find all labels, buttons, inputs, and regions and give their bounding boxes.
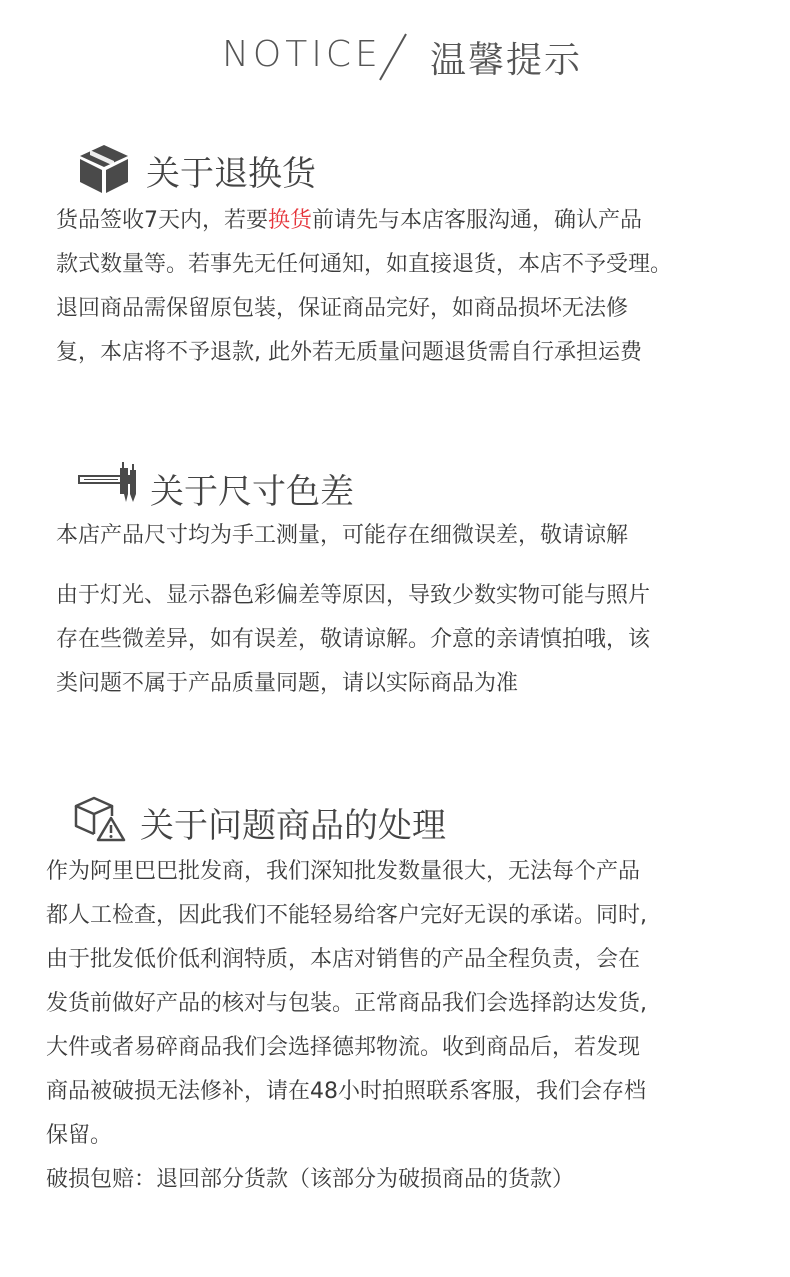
- size-line-4: 类问题不属于产品质量同题，请以实际商品为准: [56, 671, 519, 696]
- problem-paragraph: [46, 850, 647, 1202]
- problem-line-2: 都人工检查，因此我们不能轻易给客户完好无误的承诺。同时,: [46, 903, 647, 928]
- highlight-exchange: 换货: [268, 208, 313, 233]
- problem-line-5: 大件或者易碎商品我们会选择德邦物流。收到商品后，若发现: [46, 1035, 641, 1060]
- caliper-ruler-icon: [78, 462, 138, 502]
- returns-line-2: 款式数量等。若事先无任何通知，如直接退货，本店不予受理。: [56, 252, 673, 277]
- notice-title-cn: 温馨提示: [430, 40, 583, 81]
- problem-line-8: 破损包赔：退回部分货款（该部分为破损商品的货款）: [46, 1167, 575, 1192]
- package-box-icon: [78, 143, 130, 195]
- size-paragraph-1: [56, 514, 628, 558]
- section-title-problem-goods: 关于问题商品的处理: [140, 806, 446, 846]
- size-line-2: 由于灯光、显示器色彩偏差等原因，导致少数实物可能与照片: [56, 583, 651, 608]
- problem-line-1: 作为阿里巴巴批发商，我们深知批发数量很大，无法每个产品: [46, 859, 641, 884]
- returns-line-1: 货品签收7天内，若要换货前请先与本店客服沟通，确认产品: [56, 208, 643, 233]
- damaged-box-warning-icon: [74, 796, 126, 842]
- problem-line-6: 商品被破损无法修补，请在48小时拍照联系客服，我们会存档: [46, 1079, 646, 1104]
- slash-divider-icon: [378, 32, 408, 82]
- returns-line-3: 退回商品需保留原包装，保证商品完好，如商品损坏无法修: [56, 296, 629, 321]
- returns-paragraph: [56, 199, 672, 375]
- problem-line-4: 发货前做好产品的核对与包装。正常商品我们会选择韵达发货,: [46, 991, 647, 1016]
- notice-header: [0, 28, 790, 84]
- notice-title-en: NOTICE: [222, 34, 382, 75]
- size-paragraph-2: [56, 574, 650, 706]
- problem-line-7: 保留。: [46, 1123, 113, 1148]
- size-line-3: 存在些微差异，如有误差，敬请谅解。介意的亲请慎拍哦，该: [56, 627, 651, 652]
- size-line-1: 本店产品尺寸均为手工测量，可能存在细微误差，敬请谅解: [56, 523, 629, 548]
- problem-line-3: 由于批发低价低利润特质，本店对销售的产品全程负责，会在: [46, 947, 641, 972]
- returns-line-4: 复，本店将不予退款, 此外若无质量问题退货需自行承担运费: [56, 340, 642, 365]
- section-title-size-color: 关于尺寸色差: [150, 472, 354, 512]
- section-title-returns: 关于退换货: [146, 154, 316, 194]
